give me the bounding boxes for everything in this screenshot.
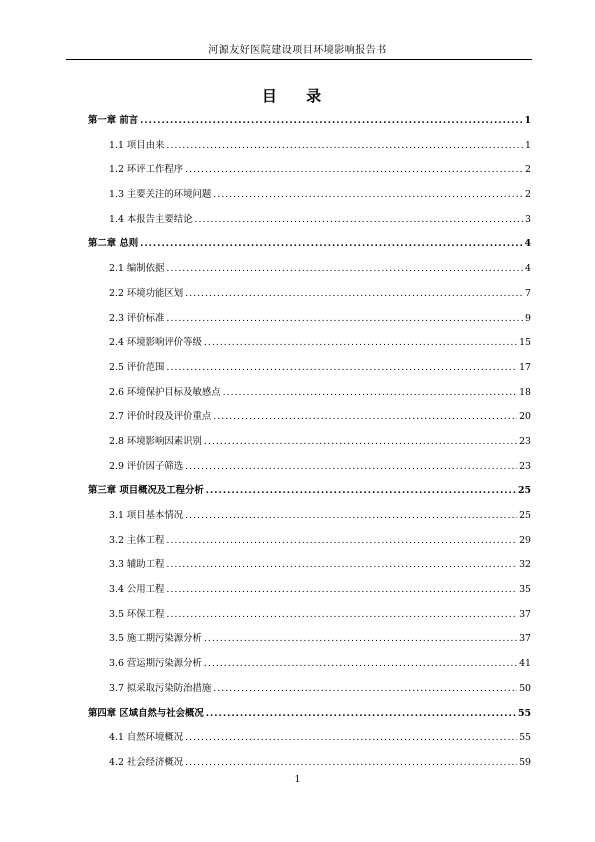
toc-dot-leader bbox=[166, 609, 517, 620]
toc-dot-leader bbox=[185, 288, 523, 299]
toc-section-entry[interactable] bbox=[88, 433, 531, 458]
toc-entry-page: 25 bbox=[519, 510, 531, 521]
toc-entry-page: 23 bbox=[519, 435, 531, 447]
toc-dot-leader bbox=[204, 633, 517, 644]
toc-entry-label: 4.1 自然环境概况 bbox=[109, 732, 184, 744]
toc-entry-label: 第四章 区域自然与社会概况 bbox=[88, 707, 204, 719]
toc-entry-page: 17 bbox=[519, 361, 531, 373]
toc-dot-leader bbox=[166, 313, 523, 324]
toc-chapter-entry[interactable] bbox=[88, 112, 531, 137]
toc-dot-leader bbox=[166, 140, 523, 151]
table-of-contents bbox=[88, 112, 531, 779]
header-rule bbox=[66, 59, 532, 60]
toc-section-entry[interactable] bbox=[88, 285, 531, 310]
toc-section-entry[interactable] bbox=[88, 556, 531, 581]
toc-entry-label: 3.6 营运期污染源分析 bbox=[109, 658, 202, 670]
running-header-title: 河源友好医院建设项目环境影响报告书 bbox=[208, 45, 387, 56]
toc-section-entry[interactable] bbox=[88, 581, 531, 606]
toc-dot-leader bbox=[185, 164, 523, 175]
toc-entry-label: 1.2 环评工作程序 bbox=[109, 164, 184, 176]
toc-section-entry[interactable] bbox=[88, 384, 531, 409]
toc-dot-leader bbox=[213, 683, 517, 694]
toc-section-entry[interactable] bbox=[88, 161, 531, 186]
toc-entry-page: 20 bbox=[519, 411, 531, 423]
toc-entry-page: 1 bbox=[524, 115, 531, 126]
toc-section-entry[interactable] bbox=[88, 310, 531, 335]
toc-entry-page: 7 bbox=[525, 287, 531, 299]
toc-entry-page: 25 bbox=[517, 485, 531, 497]
toc-entry-label: 1.3 主要关注的环境问题 bbox=[109, 189, 212, 201]
toc-dot-leader bbox=[185, 461, 517, 472]
toc-dot-leader bbox=[204, 337, 517, 348]
toc-entry-label: 2.1 编制依据 bbox=[109, 263, 165, 275]
toc-dot-leader bbox=[185, 757, 517, 768]
toc-entry-label: 第一章 前言 bbox=[88, 115, 139, 126]
toc-dot-leader bbox=[223, 387, 517, 398]
toc-entry-label: 3.7 拟采取污染防治措施 bbox=[109, 682, 212, 694]
toc-entry-page: 2 bbox=[525, 189, 531, 201]
toc-section-entry[interactable] bbox=[88, 729, 531, 754]
toc-chapter-entry[interactable] bbox=[88, 235, 531, 260]
toc-entry-page: 3 bbox=[525, 213, 531, 225]
toc-section-entry[interactable] bbox=[88, 458, 531, 483]
toc-entry-label: 3.5 环保工程 bbox=[109, 608, 165, 620]
toc-entry-page: 35 bbox=[519, 584, 531, 596]
toc-entry-label: 2.5 评价范围 bbox=[109, 361, 165, 373]
toc-entry-page: 41 bbox=[519, 658, 531, 670]
toc-dot-leader bbox=[195, 214, 524, 225]
toc-entry-label: 4.2 社会经济概况 bbox=[109, 756, 184, 768]
toc-section-entry[interactable] bbox=[88, 260, 531, 285]
toc-entry-page: 59 bbox=[519, 756, 531, 768]
toc-entry-page: 55 bbox=[519, 732, 531, 744]
toc-entry-page: 9 bbox=[525, 312, 531, 324]
toc-entry-page: 1 bbox=[525, 139, 531, 151]
toc-entry-label: 1.1 项目由来 bbox=[109, 139, 165, 151]
toc-entry-page: 55 bbox=[517, 707, 531, 719]
toc-section-entry[interactable] bbox=[88, 359, 531, 384]
toc-section-entry[interactable] bbox=[88, 211, 531, 236]
toc-dot-leader bbox=[185, 510, 517, 521]
toc-entry-label: 2.2 环境功能区划 bbox=[109, 287, 184, 299]
toc-entry-label: 第二章 总则 bbox=[88, 238, 139, 250]
toc-entry-page: 2 bbox=[525, 164, 531, 176]
toc-entry-label: 2.4 环境影响评价等级 bbox=[109, 337, 202, 349]
toc-entry-label: 3.1 项目基本情况 bbox=[109, 510, 184, 521]
toc-entry-page: 50 bbox=[519, 682, 531, 694]
toc-entry-label: 2.7 评价时段及评价重点 bbox=[109, 411, 212, 423]
toc-entry-page: 29 bbox=[519, 534, 531, 546]
toc-entry-page: 23 bbox=[519, 460, 531, 472]
toc-entry-page: 37 bbox=[519, 633, 531, 645]
toc-section-entry[interactable] bbox=[88, 186, 531, 211]
toc-chapter-entry[interactable] bbox=[88, 705, 531, 730]
toc-section-entry[interactable] bbox=[88, 630, 531, 655]
toc-dot-leader bbox=[204, 436, 517, 447]
toc-dot-leader bbox=[213, 411, 517, 422]
toc-dot-leader bbox=[206, 708, 516, 719]
toc-entry-page: 4 bbox=[524, 238, 531, 250]
toc-dot-leader bbox=[166, 535, 517, 546]
page-number: 1 bbox=[294, 775, 301, 785]
toc-entry-label: 3.5 施工期污染源分析 bbox=[109, 633, 202, 645]
toc-section-entry[interactable] bbox=[88, 655, 531, 680]
toc-section-entry[interactable] bbox=[88, 137, 531, 162]
toc-entry-page: 37 bbox=[519, 608, 531, 620]
toc-dot-leader bbox=[204, 658, 517, 669]
toc-entry-page: 32 bbox=[519, 559, 531, 571]
toc-entry-label: 3.4 公用工程 bbox=[109, 584, 165, 596]
toc-entry-label: 2.8 环境影响因素识别 bbox=[109, 435, 202, 447]
toc-dot-leader bbox=[140, 115, 522, 126]
toc-dot-leader bbox=[206, 485, 516, 496]
toc-entry-label: 1.4 本报告主要结论 bbox=[109, 213, 193, 225]
toc-entry-label: 3.2 主体工程 bbox=[109, 534, 165, 546]
toc-entry-label: 第三章 项目概况及工程分析 bbox=[88, 485, 204, 497]
toc-dot-leader bbox=[185, 732, 517, 743]
toc-section-entry[interactable] bbox=[88, 606, 531, 631]
toc-dot-leader bbox=[166, 559, 517, 570]
toc-section-entry[interactable] bbox=[88, 507, 531, 532]
toc-title: 目 录 bbox=[261, 87, 334, 105]
toc-entry-page: 15 bbox=[519, 337, 531, 349]
toc-section-entry[interactable] bbox=[88, 532, 531, 557]
toc-dot-leader bbox=[213, 189, 523, 200]
toc-dot-leader bbox=[166, 263, 523, 274]
toc-section-entry[interactable] bbox=[88, 334, 531, 359]
toc-section-entry[interactable] bbox=[88, 680, 531, 705]
toc-entry-label: 3.3 辅助工程 bbox=[109, 559, 165, 571]
toc-entry-page: 4 bbox=[525, 263, 531, 275]
toc-entry-label: 2.6 环境保护目标及敏感点 bbox=[109, 386, 221, 398]
toc-chapter-entry[interactable] bbox=[88, 482, 531, 507]
toc-section-entry[interactable] bbox=[88, 408, 531, 433]
toc-dot-leader bbox=[166, 362, 517, 373]
toc-entry-label: 2.3 评价标准 bbox=[109, 312, 165, 324]
toc-entry-label: 2.9 评价因子筛选 bbox=[109, 460, 184, 472]
toc-entry-page: 18 bbox=[519, 386, 531, 398]
toc-dot-leader bbox=[166, 584, 517, 595]
toc-dot-leader bbox=[140, 238, 522, 249]
